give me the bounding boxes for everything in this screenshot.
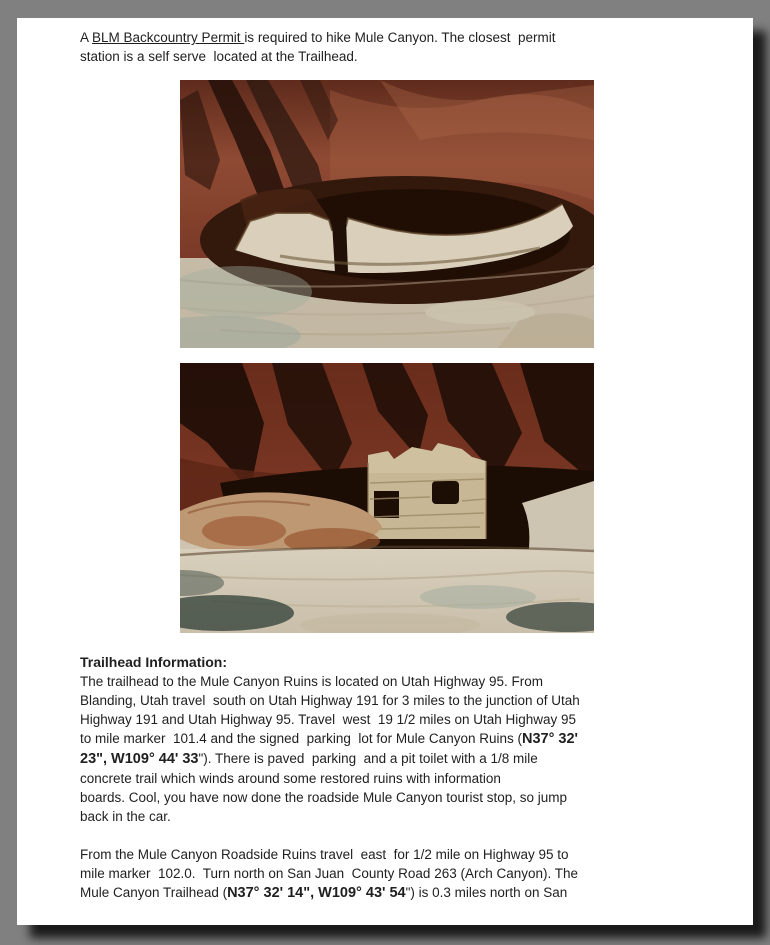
- p1-line-5: [80, 749, 693, 769]
- p1-line-8: back in the car.: [80, 809, 171, 824]
- trailhead-information-heading: Trailhead Information:: [80, 654, 228, 670]
- trailhead-paragraph-2: [80, 845, 693, 903]
- intro-paragraph: [80, 28, 693, 66]
- ruin-photo-1: [180, 80, 594, 348]
- p1-line-4-text: to mile marker 101.4 and the signed parking lot for Mule Canyon Ruins (: [80, 731, 522, 746]
- intro-line1-rest: is required to hike Mule Canyon. The closest permit: [244, 30, 556, 45]
- p2-line-2: mile marker 102.0. Turn north on San Juan County Road 263 (Arch Canyon). The: [80, 866, 579, 881]
- intro-line-1: [80, 28, 693, 47]
- p2-line-3-text-a: Mule Canyon Trailhead (: [80, 885, 228, 900]
- intro-line-2: station is a self serve located at the Trailhead.: [80, 49, 358, 64]
- intro-prefix: A: [80, 30, 93, 45]
- ruin-photo-2-figure: [80, 363, 693, 633]
- gps-coordinate-ruins-part1: N37° 32': [521, 731, 578, 747]
- ruin-photo-2: [180, 363, 594, 633]
- page-content: [17, 18, 753, 903]
- ruin-photo-1-figure: [80, 80, 693, 348]
- p2-line-1: From the Mule Canyon Roadside Ruins travel east for 1/2 mile on Highway 95 to: [80, 847, 569, 862]
- p1-line-5-text: "). There is paved parking and a pit toilet with a 1/8 mile: [198, 751, 538, 766]
- p1-line-6: concrete trail which winds around some restored ruins with information: [80, 771, 501, 786]
- blm-backcountry-permit-link[interactable]: BLM Backcountry Permit: [92, 30, 245, 45]
- document-page: [17, 18, 753, 925]
- p1-line-1: The trailhead to the Mule Canyon Ruins is located on Utah Highway 95. From: [80, 674, 543, 689]
- p2-line-3: [80, 883, 693, 903]
- p1-line-4: [80, 729, 693, 749]
- gps-coordinate-trailhead: N37° 32' 14", W109° 43' 54: [227, 885, 406, 901]
- gps-coordinate-ruins-part2: 23", W109° 44' 33: [80, 751, 199, 767]
- p1-line-7: boards. Cool, you have now done the roadside Mule Canyon tourist stop, so jump: [80, 790, 568, 805]
- trailhead-paragraph-1: [80, 672, 693, 826]
- p1-line-3: Highway 191 and Utah Highway 95. Travel west 19 1/2 miles on Utah Highway 95: [80, 712, 577, 727]
- p1-line-2: Blanding, Utah travel south on Utah Highway 191 for 3 miles to the junction of Utah: [80, 693, 580, 708]
- p2-line-3-text-c: ") is 0.3 miles north on San: [405, 885, 568, 900]
